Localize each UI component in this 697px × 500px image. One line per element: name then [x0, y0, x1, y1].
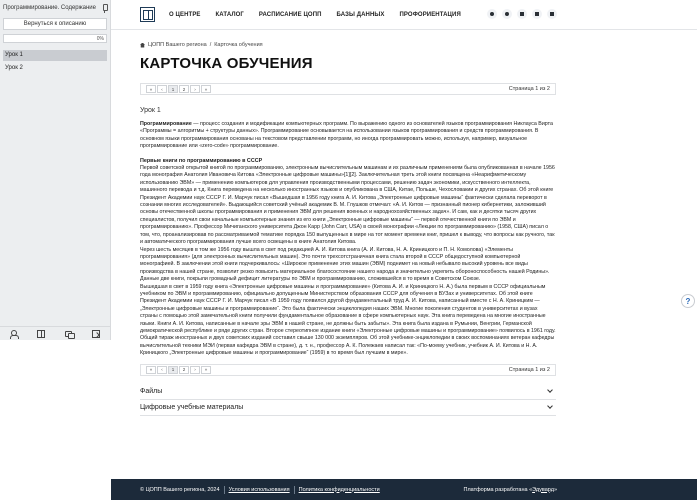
pager-info: Страница 1 из 2	[508, 86, 550, 92]
site-footer	[111, 479, 697, 500]
accordion-materials-label: Цифровые учебные материалы	[140, 403, 244, 411]
breadcrumb-separator: /	[209, 42, 212, 48]
site-header	[111, 0, 697, 30]
paragraph-1: Первой советской открытой книгой по программированию, электронным вычислительным машинам и их различным применениям была опубликованная в начале 1956 года монография Анатолия Ивановича Китова «Электронные цифровые машины»[1][2]. Заключительная треть этой книги посвящена «Неарифметическому использованию ЭВМ» — применению компьютеров для управления производственными процессами, решению задач экономики, искусственного интеллекта, машинного перевода и т.д. Книга переведена на несколько иностранных языков и опубликована в США, Китае, Польше, Чехословакии и других странах. Об этой книге Президент Академии наук СССР Г. И. Марчук писал «Вышедшая в 1956 году книга А. И. Китова „Электронные цифровые машины“ фактически сделала переворот в сознании многих исследователей». Выдающийся советский учёный академик В. М. Глушков отмечал: «А. И. Китов — признанный пионер кибернетики, заложивший основы отечественной школы программирования и применения ЭВМ для решения военных и народнохозяйственных задач». И сам, как и десятки тысяч других специалистов, получил свои начальные компьютерные знания из его книги „Электронные цифровые машины“ — первой отечественной книги по ЭВМ и программированию». Профессор Мичиганского университета Джон Карр (John Carr, USA) в своей монографии «Лекции по программированию» (1958, США) писал о том, что, проанализировав по рассматриваемой тематике порядка 150 выпущенных в мире на тот момент времени книг, пришел к выводу, что вопросы как ручного, так и автоматического программирования лучше всего освещены в книге Анатолия Китова.	[140, 165, 555, 246]
accordion-files-label: Файлы	[140, 387, 163, 395]
nav-item-about[interactable]: О ЦЕНТРЕ	[169, 12, 201, 18]
chevron-down-icon	[547, 387, 553, 393]
pager-page-2[interactable]: 2	[179, 85, 189, 93]
lesson-title: Урок 1	[140, 107, 161, 114]
lesson-list	[0, 50, 110, 74]
footer-dev-suffix: »	[553, 486, 557, 493]
pager-page-2[interactable]: 2	[179, 366, 189, 374]
progress-label: 0%	[96, 36, 104, 42]
back-to-description-button[interactable]: Вернуться к описанию	[3, 18, 107, 30]
sidebar-item-lesson-2[interactable]: Урок 2	[5, 65, 23, 71]
logo-icon[interactable]	[140, 7, 155, 22]
book-icon[interactable]	[37, 330, 45, 338]
pager-last-button[interactable]: »	[201, 366, 211, 374]
page-title: КАРТОЧКА ОБУЧЕНИЯ	[140, 55, 313, 72]
main-content	[140, 30, 556, 416]
pin-icon[interactable]	[101, 4, 108, 13]
section-heading: Первые книги по программированию в СССР	[140, 157, 263, 164]
home-icon[interactable]	[140, 43, 145, 48]
footer-developer	[464, 487, 557, 493]
exit-icon[interactable]	[92, 330, 100, 338]
course-sidebar	[0, 0, 111, 340]
users-icon[interactable]	[10, 330, 18, 338]
pager-next-button[interactable]: ›	[190, 85, 200, 93]
cart-icon[interactable]	[517, 9, 527, 19]
footer-privacy-link[interactable]: Политика конфиденциальности	[298, 486, 380, 493]
footer-divider	[224, 486, 225, 494]
help-button[interactable]: ?	[681, 294, 695, 308]
progress-bar	[3, 34, 107, 43]
paragraph-3: Вышедшая в свет в 1959 году книга «Электронные цифровые машины и программирование» (Китова А. И. и Криницкого Н. А.) была первым в СССР официальным учебником по ЭВМ и программированию, официально допущенным Министерством образования СССР для обучения в ВУЗах и университетах. Об этой книге Президент Академии наук СССР Г. И. Марчук писал «В 1959 году появился другой фундаментальный труд А. И. Китова, написанный вместе с Н. А. Криницким — „Электронные цифровые машины и программирование“. Это была фактически энциклопедия наших ЭВМ. Многие поколения студентов в университетах и вузах страны с помощью этой замечательной книги получили фундаментальное образование в сфере компьютерных наук. Эта книга переведена на многие иностранные языки. Книги А. И. Китова, написанные в начале эры ЭВМ в нашей стране, не должны быть забыты». Эта книга была издана в Румынии, Венгрии, Германской демократической республике и ряде других стран. Второе стереотипное издание книги «Электронные цифровые машины и программирование» появилось в 1961 году. Общий тираж иностранных и двух советских изданий составил свыше 130 000 экземпляров. Об этой учебнике-энциклопедии в своих воспоминаниях ветеран кафедры вычислительной техники МЭИ (первая кафедра ЭВМ в стране), д. т. н., профессор А. К. Полежаев написал так: «По-моему учебник, учебник А. И. Китова и Н. А. Криницкого „Электронные цифровые машины и программирование“ (1959) в то время был лучшим в мире».	[140, 283, 556, 357]
chat-icon[interactable]	[65, 330, 73, 338]
footer-dev-prefix: Платформа разработана «	[463, 486, 533, 493]
pager-next-button[interactable]: ›	[190, 366, 200, 374]
breadcrumb	[140, 42, 556, 48]
list-icon[interactable]	[532, 9, 542, 19]
pager-top	[140, 83, 556, 95]
chevron-down-icon	[547, 403, 553, 409]
intro-term: Программирование	[140, 121, 192, 127]
accordion-files[interactable]	[140, 384, 556, 400]
nav-item-schedule[interactable]: РАСПИСАНИЕ ЦОПП	[258, 12, 322, 18]
sidebar-item-lesson-1[interactable]: Урок 1	[3, 50, 107, 61]
pager-last-button[interactable]: »	[201, 85, 211, 93]
user-icon[interactable]	[502, 9, 512, 19]
sidebar-title: Программирование. Содержание	[3, 5, 96, 11]
footer-divider	[294, 486, 295, 494]
eye-icon[interactable]	[487, 9, 497, 19]
header-actions	[482, 9, 557, 19]
footer-dev-link[interactable]: Эдувард	[532, 486, 554, 493]
lesson-content	[140, 121, 556, 358]
accordion-digital-materials[interactable]	[140, 400, 556, 416]
pager-bottom	[140, 364, 556, 376]
menu-icon[interactable]	[547, 9, 557, 19]
footer-copyright: © ЦОПП Вашего региона, 2024	[140, 486, 220, 493]
footer-terms-link[interactable]: Условия использования	[228, 486, 290, 493]
sidebar-header	[3, 2, 108, 14]
pager-prev-button[interactable]: ‹	[157, 366, 167, 374]
accordion	[140, 384, 556, 416]
nav-item-databases[interactable]: БАЗЫ ДАННЫХ	[336, 12, 385, 18]
sidebar-toolbar	[0, 326, 110, 340]
main-nav	[169, 0, 476, 30]
nav-item-catalog[interactable]: КАТАЛОГ	[215, 12, 244, 18]
intro-paragraph	[140, 121, 556, 151]
pager-prev-button[interactable]: ‹	[157, 85, 167, 93]
pager-page-1[interactable]: 1	[168, 366, 178, 374]
pager-first-button[interactable]: «	[146, 366, 156, 374]
pager-info: Страница 1 из 2	[508, 366, 550, 373]
pager-page-1[interactable]: 1	[168, 85, 178, 93]
intro-text: — процесс создания и модификации компьютерных программ. По выражению одного из основателей языков программирования Никлауса Вирта «Программы = алгоритмы + структуры данных». Программирование основывается на использовании языков программирования и средств программирования. В основном языки программирования основаны на текстовом представлении программ, но иногда программировать можно, используя, например, визуальное программирование или «zero-code» программирование.	[140, 121, 553, 150]
paragraph-2: Через шесть месяцев в том же 1956 году вышла в свет под редакцией А. И. Китова книга (А. И. Китова, Н. А. Криницкого и П. Н. Комолова) «Элементы программирования» (для электронных вычислительных машин). Это почти трехсотстраничная книга стала второй в СССР общедоступной компьютерной монографией. В заключении этой книги подчеркивалось: «Широкое применение этих машин (ЭВМ) поднимет на новый небывало высокий уровень все виды производства в нашей стране, позволит резко повысить материальное благосостояние нашего народа и значительно укрепить обороноспособность нашей Родины». Данные две книги, покрыли громадный дефицит литературы по ЭВМ и программированию, сложившейся в то время в Советском Союзе.	[140, 246, 550, 283]
breadcrumb-home[interactable]: ЦОПП Вашего региона	[148, 42, 207, 48]
breadcrumb-current: Карточка обучения	[214, 42, 263, 48]
pager-first-button[interactable]: «	[146, 85, 156, 93]
nav-item-career[interactable]: ПРОФОРИЕНТАЦИЯ	[399, 12, 461, 18]
